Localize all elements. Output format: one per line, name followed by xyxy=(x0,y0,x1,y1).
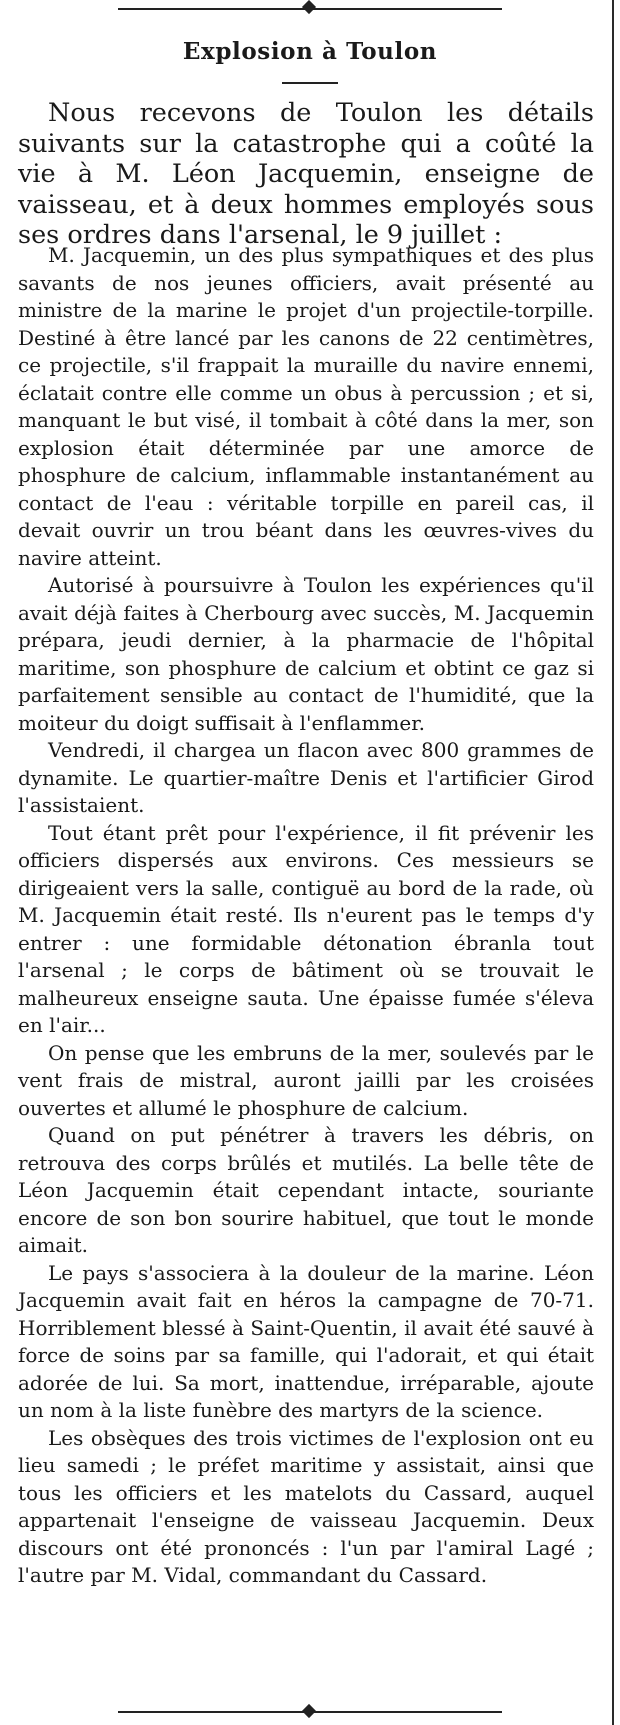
body-paragraph: M. Jacquemin, un des plus sympathiques et des plus savants de nos jeunes officiers, avait présenté au ministre de la marine le projet d'un projectile-torpille. Destiné à être lancé par les canons de 22 centimètres, ce projectile, s'il frappait la muraille du navire ennemi, éclatait contre elle comme un obus à percussion ; et si, manquant le but visé, il tombait à côté dans la mer, son explosion était déterminée par une amorce de phosphure de calcium, inflammable instantanément au contact de l'eau : véritable torpille en pareil cas, il devait ouvrir un trou béant dans les œuvres-vives du navire atteint. xyxy=(18,243,594,570)
top-ornament xyxy=(302,0,316,14)
body-paragraph: Autorisé à poursuivre à Toulon les expériences qu'il avait déjà faites à Cherbourg avec succès, M. Jacquemin prépara, jeudi dernier, à la pharmacie de l'hôpital maritime, son phosphure de calcium et obtint ce gaz si parfaitement sensible au contact de l'humidité, que la moiteur du doigt suffisait à l'enflammer. xyxy=(18,573,594,735)
title-underline xyxy=(282,82,338,84)
body-paragraph: On pense que les embruns de la mer, soulevés par le vent frais de mistral, auront jailli par les croisées ouvertes et allumé le phosphure de calcium. xyxy=(18,1040,594,1120)
body-paragraph: Les obsèques des trois victimes de l'explosion ont eu lieu samedi ; le préfet maritime y assistait, ainsi que tous les officiers et les matelots du Cassard, auquel appartenait l'enseigne de vaisseau Jacquemin. Deux discours ont été prononcés : l'un par l'amiral Lagé ; l'autre par M. Vidal, commandant du Cassard. xyxy=(18,1425,594,1587)
body-paragraph: Le pays s'associera à la douleur de la marine. Léon Jacquemin avait fait en héros la campagne de 70-71. Horriblement blessé à Saint-Quentin, il avait été sauvé à force de soins par sa famille, qui l'adorait, et qui était adorée de lui. Sa mort, inattendue, irréparable, ajoute un nom à la liste funèbre des martyrs de la science. xyxy=(18,1260,594,1422)
bottom-ornament xyxy=(302,1704,316,1718)
column-border xyxy=(612,0,614,1725)
body-paragraph: Vendredi, il chargea un flacon avec 800 grammes de dynamite. Le quartier-maître Denis et l'artificier Girod l'assistaient. xyxy=(18,738,594,817)
article-body xyxy=(18,242,594,1590)
body-paragraph: Quand on put pénétrer à travers les débris, on retrouva des corps brûlés et mutilés. La belle tête de Léon Jacquemin était cependant intacte, souriante encore de son bon sourire habituel, que tout le monde aimait. xyxy=(18,1123,594,1257)
article-title: Explosion à Toulon xyxy=(182,38,438,65)
body-paragraph: Tout étant prêt pour l'expérience, il fit prévenir les officiers dispersés aux environs. Ces messieurs se dirigeaient vers la salle, contiguë au bord de la rade, où M. Jacquemin était resté. Ils n'eurent pas le temps d'y entrer : une formidable détonation ébranla tout l'arsenal ; le corps de bâtiment où se trouvait le malheureux enseigne sauta. Une épaisse fumée s'éleva en l'air... xyxy=(18,820,594,1037)
article-lead xyxy=(18,98,594,251)
lead-paragraph: Nous recevons de Toulon les détails suivants sur la catastrophe qui a coûté la vie à M. Léon Jacquemin, enseigne de vaisseau, et à deux hommes employés sous ses ordres dans l'arsenal, le 9 juillet : xyxy=(18,98,594,251)
